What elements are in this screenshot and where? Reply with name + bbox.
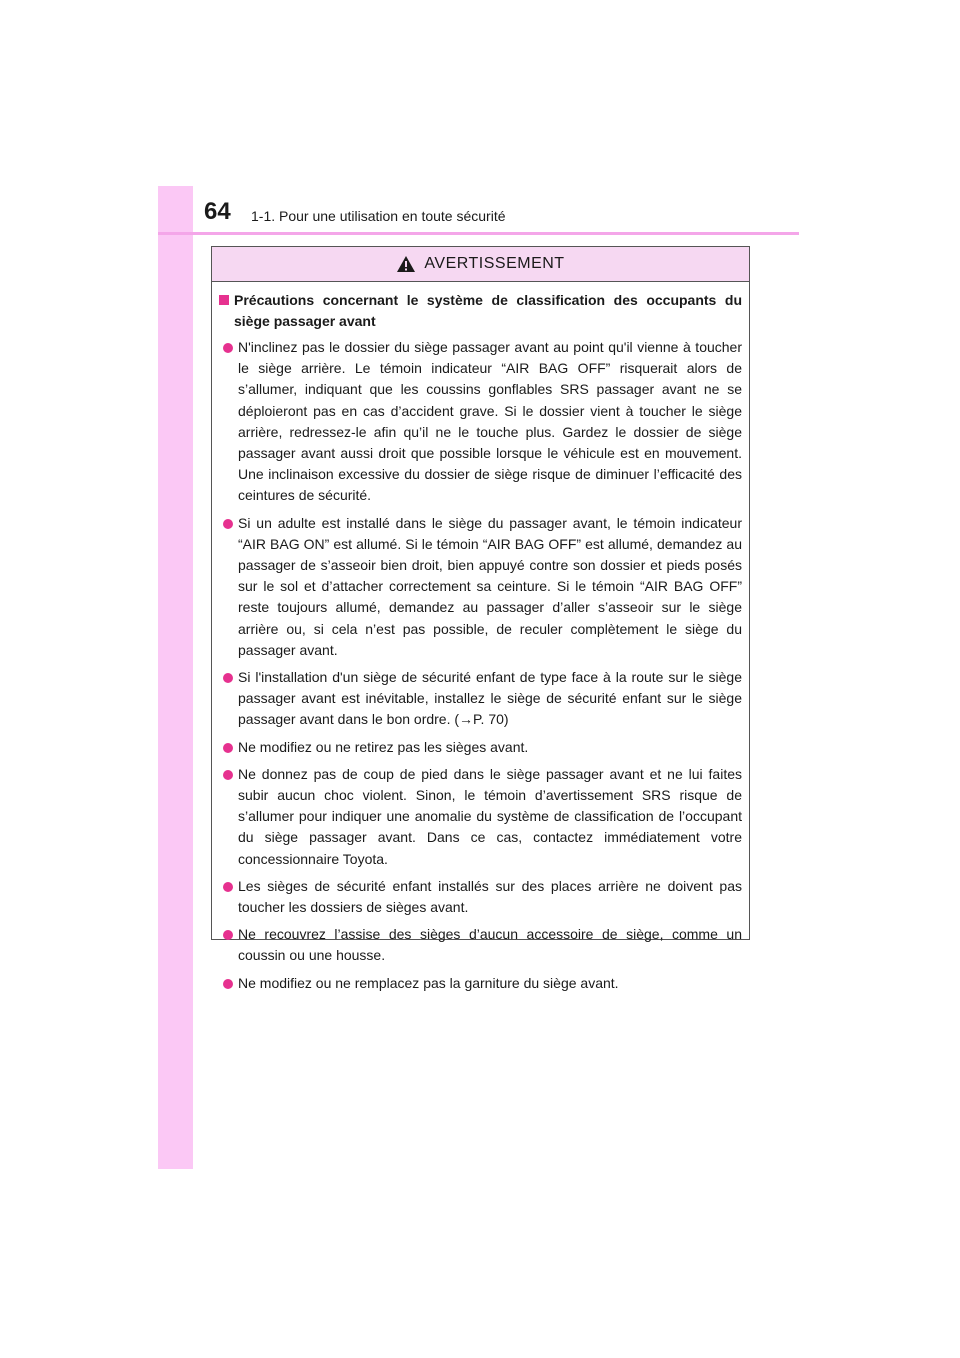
warning-item-text: Si l'installation d'un siège de sécurité enfant de type face à la route sur le siège passager avant est inévitable, installez le siège de sécurité enfant sur le siège passager avant dans le bon ordre. (→P. 70) [238,669,742,728]
warning-item [219,737,742,758]
bullet-dot-icon [223,770,233,780]
bullet-dot-icon [223,930,233,940]
bullet-dot-icon [223,882,233,892]
bullet-dot-icon [223,519,233,529]
warning-item-text: Ne modifiez ou ne retirez pas les sièges avant. [238,738,529,755]
warning-item [219,513,742,661]
warning-header [212,247,749,282]
warning-item [219,667,742,731]
warning-body [212,282,749,994]
warning-item-text: Ne recouvrez l’assise des sièges d’aucun accessoire de siège, comme un coussin ou une housse. [238,926,742,964]
warning-item [219,924,742,966]
warning-item-text: Ne donnez pas de coup de pied dans le siège passager avant et ne lui faites subir aucun choc violent. Sinon, le témoin d’avertissement SRS risque de s’allumer pour indiquer une anomalie du système de classification de l’occupant du siège passager avant. Dans ce cas, contactez immédiatement votre concessionnaire Toyota. [238,765,742,867]
side-strip [158,186,193,1169]
warning-box [211,246,750,991]
bullet-dot-icon [223,343,233,353]
bullet-dot-icon [223,979,233,989]
page-number: 64 [204,198,231,225]
bullet-dot-icon [223,743,233,753]
warning-heading [219,290,742,332]
warning-item-text: Si un adulte est installé dans le siège du passager avant, le témoin indicateur “AIR BAG ON” est allumé. Si le témoin “AIR BAG OFF” est allumé, demandez au passager de s’asseoir bien droit, bien appuyé contre son dossier et pieds posés sur le sol et d’attacher correctement sa ceinture. Si le témoin “AIR BAG OFF” reste toujours allumé, demandez au passager d’aller s’asseoir sur le siège arrière ou, si cela n’est pas possible, de reculer complètement le siège du passager avant. [238,514,742,658]
section-title: 1-1. Pour une utilisation en toute sécurité [251,208,506,224]
warning-triangle-icon [396,255,416,273]
warning-item [219,764,742,870]
warning-item-text: Les sièges de sécurité enfant installés sur des places arrière ne doivent pas toucher les dossiers de sièges avant. [238,877,742,916]
warning-item [219,876,742,918]
warning-title: AVERTISSEMENT [424,255,565,272]
bullet-dot-icon [223,673,233,683]
warning-item-text: N'inclinez pas le dossier du siège passager avant au point qu'il vienne à toucher le siège arrière. Le témoin indicateur “AIR BAG OFF” risquerait alors de s’allumer, indiquant que les coussins gonflables SRS passager avant ne se déploieront pas en cas d’accident grave. Si le dossier vient à toucher le siège arrière, redressez-le afin qu’il ne le touche plus. Gardez le dossier de siège passager avant aussi droit que possible lorsque le véhicule est en mouvement. Une inclinaison excessive du dossier de siège risque de diminuer l’efficacité des ceintures de sécurité. [238,339,742,504]
header-rule [158,232,799,235]
warning-item [219,973,742,994]
warning-item-text: Ne modifiez ou ne remplacez pas la garniture du siège avant. [238,974,619,991]
square-bullet-icon [219,295,229,305]
warning-heading-text: Précautions concernant le système de classification des occupants du siège passager avant [234,292,742,329]
warning-item [219,337,742,507]
